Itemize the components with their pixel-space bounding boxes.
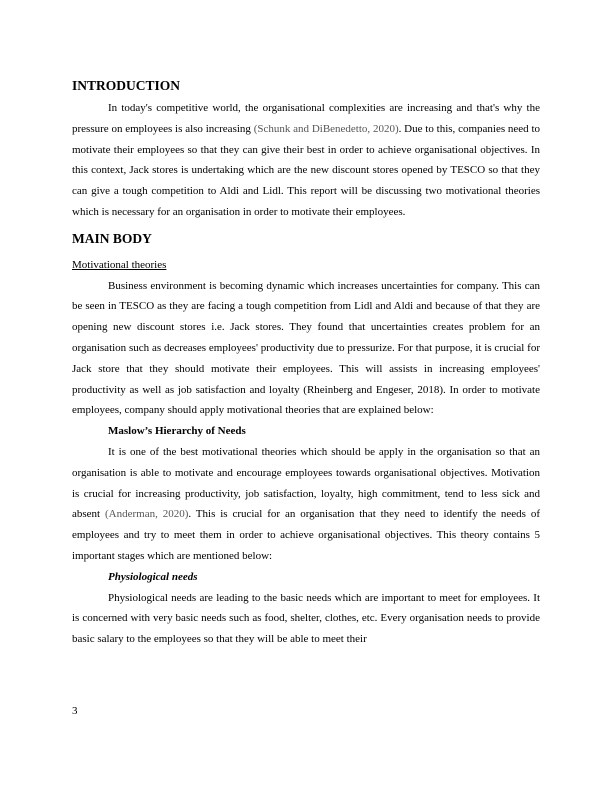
page-number: 3 (72, 705, 78, 717)
maslow-heading: Maslow’s Hierarchy of Needs (108, 425, 246, 438)
intro-citation: (Schunk and DiBenedetto, 2020) (253, 122, 399, 135)
physiological-paragraph: Physiological needs are leading to the basic needs which are important to meet for employees. It is concerned with very basic needs such as food, shelter, clothes, etc. Every organisation needs to provide basic salary to the employees so that they will be able to meet their (72, 591, 540, 646)
motivational-theories-subheading: Motivational theories (72, 258, 167, 271)
introduction-paragraph (72, 98, 540, 223)
introduction-heading: INTRODUCTION (72, 78, 181, 93)
main-body-heading: MAIN BODY (72, 230, 152, 246)
maslow-citation: (Anderman, 2020) (104, 508, 189, 521)
maslow-paragraph (72, 442, 540, 567)
page-content (72, 77, 540, 650)
motivational-paragraph: Business environment is becoming dynamic which increases uncertainties for company. This can be seen in TESCO as they are facing a tough competition from Lidl and Aldi and because of that they are opening new discount stores i.e. Jack stores. They found that uncertainties creates problem for an organisation such as decreases employees' productivity due to pressurize. For that purpose, it is crucial for Jack store that they should motivate their employees. This will assists in increasing employees' productivity as well as job satisfaction and loyalty (Rheinberg and Engeser, 2018). In order to motivate employees, company should apply motivational theories that are explained below: (72, 279, 540, 417)
intro-text-a: In today's competitive world, the organisational complexities are increasing and that's why the pressure on employees is also increasing (72, 102, 540, 135)
maslow-text-b: . This is crucial for an organisation that they need to identify the needs of employees and try to meet them in order to achieve organisational objectives. This theory contains 5 important stages which are mentioned below: (72, 508, 540, 562)
maslow-text-a: It is one of the best motivational theories which should be apply in the organisation so that an organisation is able to motivate and encourage employees towards organisational objectives. Motivation is crucial for increasing productivity, job satisfaction, loyalty, high commitment, tend to less sick and absent (72, 445, 540, 521)
physiological-needs-heading: Physiological needs (108, 570, 198, 583)
intro-text-b: . Due to this, companies need to motivate their employees so that they can give their best in order to achieve organisational objectives. In this context, Jack stores is undertaking which are the new discount stores opened by TESCO so that they can give a tough competition to Aldi and Lidl. This report will be discussing two motivational theories which is necessary for an organisation in order to motivate their employees. (72, 122, 541, 218)
